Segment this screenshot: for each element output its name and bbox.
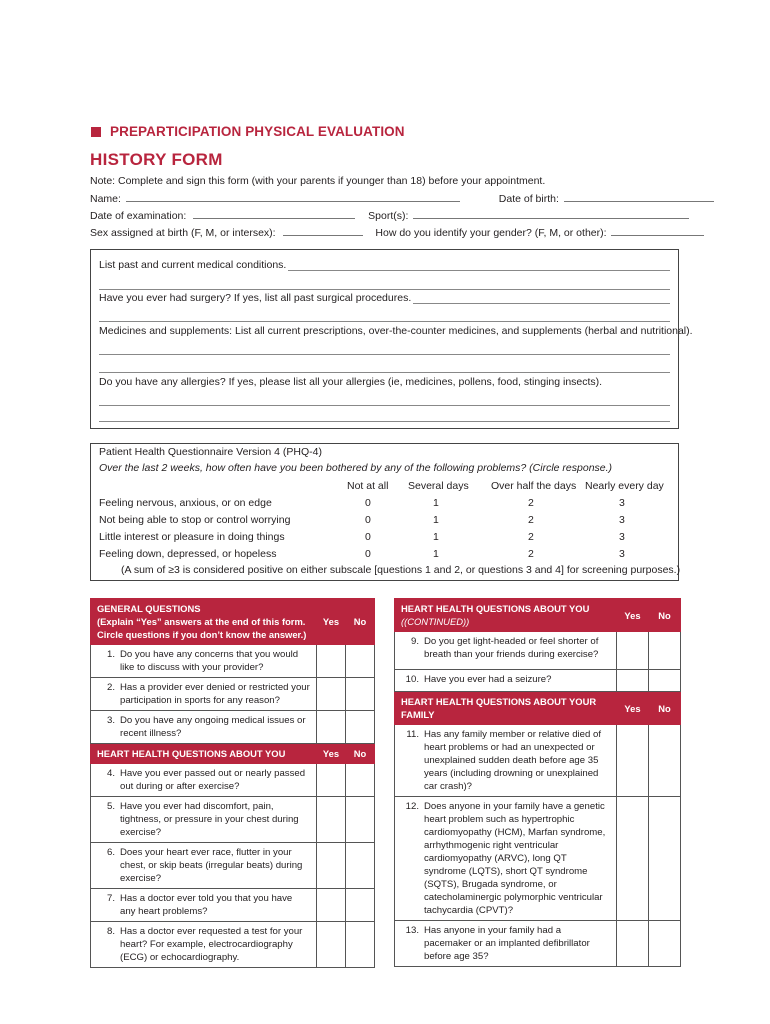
phq-column-headers (99, 480, 670, 496)
medicines-line-1[interactable] (99, 354, 670, 355)
allergies-line-2[interactable] (99, 421, 670, 422)
yes-checkbox[interactable] (317, 797, 346, 843)
no-column-header: No (649, 692, 681, 725)
allergies-line-1[interactable] (99, 405, 670, 406)
surgery-extra-line[interactable] (99, 321, 670, 322)
yes-column-header: Yes (317, 599, 346, 645)
question-text: Have you ever had a seizure? (424, 674, 552, 685)
question-text: Do you get light-headed or feel shorter of breath than your friends during exercise? (424, 636, 599, 660)
question-text: Has anyone in your family had a pacemaker or an implanted defibrillator before age 35? (424, 925, 590, 962)
name-dob-row (90, 191, 678, 205)
phq-row (99, 497, 670, 513)
phq-option[interactable]: 0 (365, 531, 371, 543)
heart-questions-header: HEART HEALTH QUESTIONS ABOUT YOU (91, 744, 317, 764)
question-text: Do you have any concerns that you would like to discuss with your provider? (120, 649, 299, 673)
heart-family-questions-table (394, 598, 681, 967)
no-checkbox[interactable] (649, 725, 681, 797)
phq-col-header: Nearly every day (585, 480, 664, 492)
yes-column-header: Yes (317, 744, 346, 764)
question-row: 4. Have you ever passed out or nearly passed out during or after exercise? (91, 764, 375, 797)
question-text: Has a doctor ever told you that you have any heart problems? (120, 893, 293, 917)
no-checkbox[interactable] (346, 797, 375, 843)
no-checkbox[interactable] (346, 889, 375, 922)
phq-option[interactable]: 2 (528, 548, 534, 560)
phq-option[interactable]: 1 (433, 548, 439, 560)
question-row: 8. Has a doctor ever requested a test for your heart? For example, electrocardiography (ECG) or echocardiography. (91, 922, 375, 968)
phq-option[interactable]: 0 (365, 514, 371, 526)
sex-label: Sex assigned at birth (F, M, or intersex): (90, 227, 276, 239)
sex-field[interactable] (283, 225, 363, 236)
phq-subtitle: Over the last 2 weeks, how often have you been bothered by any of the following problems? (Circle response.) (99, 462, 613, 474)
phq-title: Patient Health Questionnaire Version 4 (PHQ-4) (99, 446, 322, 458)
yes-column-header: Yes (617, 692, 649, 725)
general-questions-header: GENERAL QUESTIONS (Explain “Yes” answers at the end of this form. Circle questions if you don’t know the answer.) (91, 599, 317, 645)
conditions-line[interactable] (99, 259, 670, 271)
medicines-line-2[interactable] (99, 372, 670, 373)
question-row: 7. Has a doctor ever told you that you have any heart problems? (91, 889, 375, 922)
phq-option[interactable]: 3 (619, 548, 625, 560)
no-checkbox[interactable] (346, 645, 375, 678)
general-questions-table (90, 598, 375, 968)
surgery-label: Have you ever had surgery? If yes, list all past surgical procedures. (99, 292, 412, 304)
dob-field[interactable] (564, 191, 714, 202)
dob-label: Date of birth: (498, 193, 559, 205)
name-label: Name: (90, 193, 121, 205)
question-row: 13. Has anyone in your family had a pacemaker or an implanted defibrillator before age 35? (395, 921, 681, 967)
sex-gender-row (90, 225, 678, 239)
phq-col-header: Over half the days (491, 480, 577, 492)
no-checkbox[interactable] (649, 921, 681, 967)
medical-history-box (90, 249, 693, 429)
question-row: 2. Has a provider ever denied or restricted your participation in sports for any reason? (91, 678, 375, 711)
section-header (91, 124, 405, 139)
phq-option[interactable]: 3 (619, 514, 625, 526)
yes-checkbox[interactable] (317, 678, 346, 711)
phq-option[interactable]: 1 (433, 531, 439, 543)
question-text: Does your heart ever race, flutter in your chest, or skip beats (irregular beats) during exercise? (120, 847, 303, 884)
conditions-extra-line[interactable] (99, 289, 670, 290)
question-row: 6. Does your heart ever race, flutter in your chest, or skip beats (irregular beats) during exercise? (91, 843, 375, 889)
allergies-line (99, 376, 670, 388)
name-field[interactable] (126, 191, 460, 202)
question-row: 12. Does anyone in your family have a genetic heart problem such as hypertrophic cardiomyopathy (HCM), Marfan syndrome, arrhythmogenic right ventricular cardiomyopathy (ARVC), long QT syndrome (LQTS), short QT syndrome (SQTS), Brugada syndrome, or catecholaminergic polymorphic ventricular tachycardia (CPVT)? (395, 797, 681, 921)
phq-option[interactable]: 0 (365, 497, 371, 509)
phq-option[interactable]: 2 (528, 514, 534, 526)
medicines-label: Medicines and supplements: List all current prescriptions, over-the-counter medicines, and supplements (herbal and nutritional). (99, 325, 693, 337)
yes-checkbox[interactable] (617, 632, 649, 670)
no-column-header: No (346, 599, 375, 645)
section-title: PREPARTICIPATION PHYSICAL EVALUATION (110, 124, 405, 139)
no-checkbox[interactable] (346, 922, 375, 968)
question-row: 1. Do you have any concerns that you would like to discuss with your provider? (91, 645, 375, 678)
surgery-line[interactable] (99, 292, 670, 304)
phq-row-label: Little interest or pleasure in doing things (99, 531, 285, 543)
heart-continued-header: HEART HEALTH QUESTIONS ABOUT YOU ((CONTINUED)) (395, 599, 617, 632)
yes-checkbox[interactable] (617, 921, 649, 967)
yes-checkbox[interactable] (617, 670, 649, 692)
yes-checkbox[interactable] (317, 764, 346, 797)
sports-field[interactable] (413, 208, 689, 219)
conditions-label: List past and current medical conditions. (99, 259, 287, 271)
question-text: Has a doctor ever requested a test for your heart? For example, electrocardiography (ECG) or echocardiography. (120, 926, 303, 963)
no-checkbox[interactable] (649, 797, 681, 921)
gender-field[interactable] (611, 225, 704, 236)
phq-option[interactable]: 1 (433, 497, 439, 509)
yes-checkbox[interactable] (317, 889, 346, 922)
phq-row (99, 548, 670, 564)
question-text: Does anyone in your family have a genetic heart problem such as hypertrophic cardiomyopathy (HCM), Marfan syndrome, arrhythmogenic right ventricular cardiomyopathy (ARVC), long QT syndrome (LQTS), short QT syndrome (SQTS), Brugada syndrome, or catecholaminergic polymorphic ventricular tachycardia (CPVT)? (424, 801, 606, 916)
yes-checkbox[interactable] (317, 711, 346, 744)
form-title: HISTORY FORM (90, 150, 223, 169)
phq-option[interactable]: 3 (619, 497, 625, 509)
phq-option[interactable]: 3 (619, 531, 625, 543)
question-row: 11. Has any family member or relative died of heart problems or had an unexpected or unexplained sudden death before age 35 years (including drowning or unexplained car crash)? (395, 725, 681, 797)
question-text: Have you ever passed out or nearly passed out during or after exercise? (120, 768, 306, 792)
no-column-header: No (649, 599, 681, 632)
exam-date-field[interactable] (193, 208, 355, 219)
exam-sport-row (90, 208, 678, 222)
yes-checkbox[interactable] (617, 725, 649, 797)
phq-option[interactable]: 2 (528, 531, 534, 543)
phq-footnote: (A sum of ≥3 is considered positive on either subscale [questions 1 and 2, or questions 3 and 4] for screening purposes.) (121, 564, 681, 576)
phq-row-label: Feeling nervous, anxious, or on edge (99, 497, 272, 509)
phq-option[interactable]: 2 (528, 497, 534, 509)
family-questions-header: HEART HEALTH QUESTIONS ABOUT YOUR FAMILY (395, 692, 617, 725)
phq-col-header: Several days (408, 480, 469, 492)
phq-option[interactable]: 1 (433, 514, 439, 526)
question-text: Have you ever had discomfort, pain, tightness, or pressure in your chest during exercise? (120, 801, 299, 838)
phq-row-label: Feeling down, depressed, or hopeless (99, 548, 277, 560)
yes-checkbox[interactable] (317, 843, 346, 889)
yes-column-header: Yes (617, 599, 649, 632)
no-checkbox[interactable] (346, 764, 375, 797)
phq-option[interactable]: 0 (365, 548, 371, 560)
question-row: 9. Do you get light-headed or feel shorter of breath than your friends during exercise? (395, 632, 681, 670)
phq-col-header: Not at all (347, 480, 389, 492)
no-column-header: No (346, 744, 375, 764)
yes-checkbox[interactable] (617, 797, 649, 921)
exam-date-label: Date of examination: (90, 210, 187, 222)
no-checkbox[interactable] (649, 670, 681, 692)
question-row: 10. Have you ever had a seizure? (395, 670, 681, 692)
question-text: Has any family member or relative died of heart problems or had an unexpected or unexplained sudden death before age 35 years (including drowning or unexplained car crash)? (424, 729, 602, 792)
allergies-label: Do you have any allergies? If yes, please list all your allergies (ie, medicines, pollens, food, stinging insects). (99, 376, 603, 388)
question-text: Has a provider ever denied or restricted your participation in sports for any reason? (120, 682, 310, 706)
question-text: Do you have any ongoing medical issues or recent illness? (120, 715, 306, 739)
sports-label: Sport(s): (368, 210, 409, 222)
square-bullet-icon (91, 127, 101, 137)
yes-checkbox[interactable] (317, 645, 346, 678)
no-checkbox[interactable] (649, 632, 681, 670)
phq-row (99, 531, 670, 547)
gender-label: How do you identify your gender? (F, M, or other): (375, 227, 607, 239)
medicines-line (99, 325, 693, 337)
phq-row (99, 514, 670, 530)
question-row: 3. Do you have any ongoing medical issues or recent illness? (91, 711, 375, 744)
no-checkbox[interactable] (346, 843, 375, 889)
note-text: Note: Complete and sign this form (with your parents if younger than 18) before your appointment. (90, 175, 546, 187)
phq-row-label: Not being able to stop or control worrying (99, 514, 291, 526)
phq4-box (90, 443, 679, 581)
no-checkbox[interactable] (346, 678, 375, 711)
no-checkbox[interactable] (346, 711, 375, 744)
question-row: 5. Have you ever had discomfort, pain, tightness, or pressure in your chest during exercise? (91, 797, 375, 843)
yes-checkbox[interactable] (317, 922, 346, 968)
